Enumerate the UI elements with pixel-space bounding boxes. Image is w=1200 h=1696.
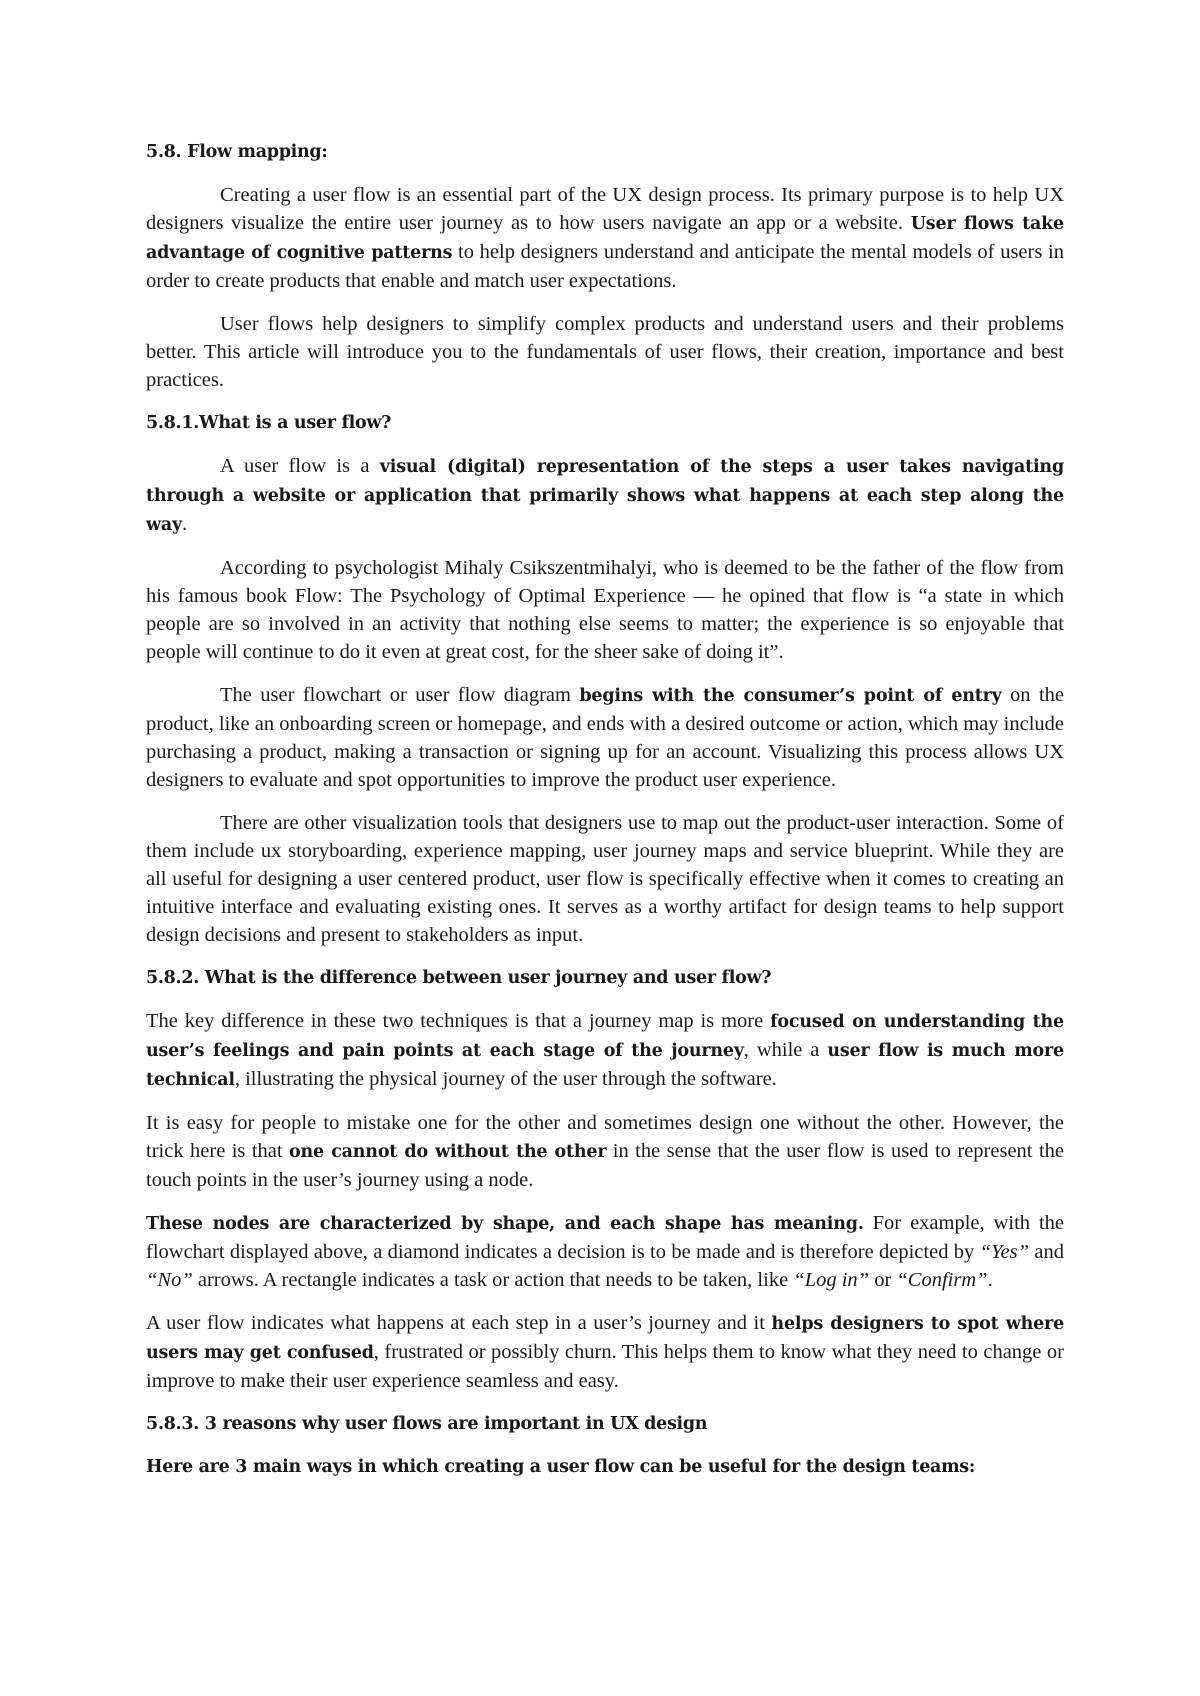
heading-5-8-1: 5.8.1.What is a user flow? bbox=[146, 413, 392, 433]
bold-run: one cannot do without the other bbox=[289, 1142, 607, 1162]
paragraph-5-8-1-flowchart bbox=[146, 681, 1064, 794]
text-run: , while a bbox=[743, 1039, 828, 1061]
text-run: It is easy for people to mistake one for the other and sometimes design one without the other. However, the trick here is that bbox=[146, 1112, 1064, 1162]
text-run: Creating a user flow is an essential part of the UX design process. Its primary purpose is to help UX designers visualize the entire user journey as to how users navigate an app or a website. bbox=[146, 184, 1064, 234]
text-run: . bbox=[181, 513, 188, 535]
text-run: to help designers understand and anticipate the mental models of users in order to create products that enable and match user expectations. bbox=[146, 241, 1064, 292]
text-run: A user flow indicates what happens at each step in a user’s journey and it bbox=[146, 1312, 772, 1334]
italic-run: “Yes” bbox=[979, 1241, 1030, 1263]
paragraph-5-8-2-nodes bbox=[146, 1209, 1064, 1294]
italic-run: “No” bbox=[146, 1269, 193, 1291]
bold-run: user flow is much more technical bbox=[146, 1041, 1064, 1090]
paragraph-5-8-user-flows: User flows help designers to simplify complex products and understand users and their problems better. This article will introduce you to the fundamentals of user flows, their creation, importance and best practices. bbox=[146, 313, 1064, 391]
paragraph-5-8-2-helps bbox=[146, 1309, 1064, 1395]
document-page bbox=[146, 138, 1064, 1496]
italic-run: “Confirm” bbox=[896, 1269, 988, 1291]
text-run: or bbox=[869, 1269, 897, 1291]
text-run: , illustrating the physical journey of the user through the software. bbox=[234, 1068, 777, 1090]
text-run: The key difference in these two techniques is that a journey map is more bbox=[146, 1010, 771, 1032]
text-run: . bbox=[987, 1269, 993, 1291]
bold-run: helps designers to spot where users may get confused bbox=[146, 1314, 1065, 1363]
heading-5-8-2: 5.8.2. What is the difference between user journey and user flow? bbox=[146, 968, 772, 988]
heading-5-8: 5.8. Flow mapping: bbox=[146, 142, 328, 162]
paragraph-5-8-1-csikszentmihalyi: According to psychologist Mihaly Csikszentmihalyi, who is deemed to be the father of the flow from his famous book Flow: The Psychology of Optimal Experience — he opined that flow is “a state in which people are so involved in an activity that nothing else seems to matter; the experience is so enjoyable that people will continue to do it even at great cost, for the sheer sake of doing it”. bbox=[146, 557, 1064, 663]
text-run: , frustrated or possibly churn. This helps them to know what they need to change or improve to make their user experience seamless and easy. bbox=[146, 1341, 1064, 1392]
bold-run: User flows take advantage of cognitive patterns bbox=[146, 214, 1064, 263]
text-run: arrows. A rectangle indicates a task or action that needs to be taken, like bbox=[192, 1269, 794, 1291]
text-run: A user flow is a bbox=[220, 455, 380, 477]
bold-run: visual (digital) representation of the steps a user takes navigating through a website or application that primarily shows what happens at each step along the way bbox=[146, 457, 1064, 535]
bold-run: These nodes are characterized by shape, and each shape has meaning. bbox=[146, 1214, 864, 1234]
bold-run: begins with the consumer’s point of entry bbox=[579, 686, 1002, 706]
bold-run: focused on understanding the user’s feelings and pain points at each stage of the journey bbox=[146, 1012, 1064, 1061]
italic-run: “Log in” bbox=[793, 1269, 870, 1291]
paragraph-5-8-2-mistake bbox=[146, 1109, 1064, 1194]
text-run: The user flowchart or user flow diagram bbox=[220, 684, 580, 706]
text-run: in the sense that the user flow is used to represent the touch points in the user’s journey using a node. bbox=[146, 1140, 1064, 1191]
text-run: on the product, like an onboarding screen or homepage, and ends with a desired outcome or action, which may include purchasing a product, making a transaction or signing up for an account. Visualizing this process allows UX designers to evaluate and spot opportunities to improve the product user experience. bbox=[146, 684, 1065, 791]
text-run: and bbox=[1029, 1241, 1064, 1263]
paragraph-5-8-1-tools: There are other visualization tools that designers use to map out the product-user interaction. Some of them include ux storyboarding, experience mapping, user journey maps and service blueprint. While they are all useful for designing a user centered product, user flow is specifically effective when it comes to creating an intuitive interface and evaluating existing ones. It serves as a worthy artifact for design teams to help support design decisions and present to stakeholders as input. bbox=[146, 812, 1064, 946]
heading-5-8-3: 5.8.3. 3 reasons why user flows are important in UX design bbox=[146, 1414, 708, 1434]
text-run: For example, with the flowchart displayed above, a diamond indicates a decision is to be made and is therefore depicted by bbox=[146, 1212, 1065, 1263]
paragraph-5-8-2-difference bbox=[146, 1007, 1064, 1094]
paragraph-5-8-1-definition bbox=[146, 452, 1064, 539]
paragraph-5-8-intro bbox=[146, 181, 1064, 295]
lead-5-8-3: Here are 3 main ways in which creating a user flow can be useful for the design teams: bbox=[146, 1457, 976, 1477]
